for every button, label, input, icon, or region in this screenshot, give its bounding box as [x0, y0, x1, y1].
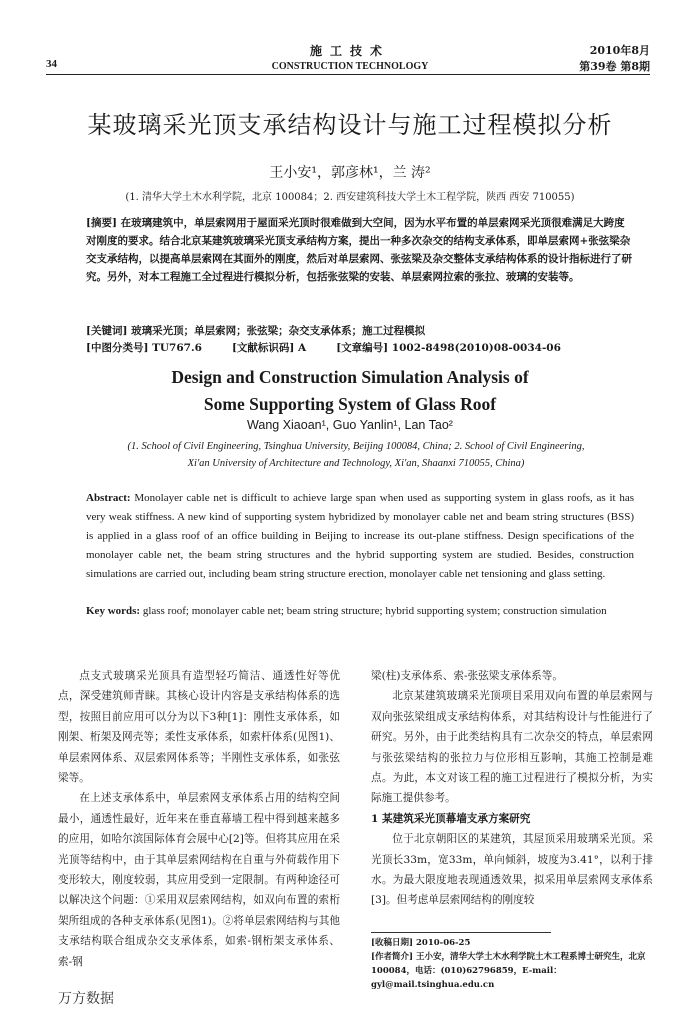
journal-name-en: CONSTRUCTION TECHNOLOGY	[271, 61, 429, 72]
author-bio: [作者简介] 王小安，清华大学土木水利学院土木工程系博士研究生，北京 100084，电话：(010)62796859，E-mail：gyl@mail.tsinghua.edu.cn	[371, 952, 646, 990]
body-paragraph: 梁(柱)支承体系、索-张弦梁支承体系等。	[371, 670, 563, 682]
footnote-rule	[371, 932, 551, 933]
classification-cn	[86, 339, 646, 357]
keywords-en	[86, 602, 634, 621]
clc-number: [中图分类号] TU767.6	[86, 342, 202, 354]
header-rule	[46, 74, 650, 75]
keywords-cn-label: [关键词]	[86, 325, 128, 337]
body-paragraph: 点支式玻璃采光顶具有造型轻巧简洁、通透性好等优点，深受建筑师青睐。其核心设计内容是支承结构体系的选型，按照目前应用可以分为以下3种[1]：刚性支承体系，如刚架、桁架及网壳等；柔性支承体系，如索杆体系(见图1)、单层索网体系、双层索网体系等；半刚性支承体系，如张弦梁等。	[58, 670, 340, 785]
abstract-cn	[86, 214, 632, 286]
document-code: [文献标识码] A	[231, 342, 307, 354]
body-column-left	[58, 666, 340, 972]
body-paragraph: 位于北京朝阳区的某建筑，其屋顶采用玻璃采光顶。采光顶长33m，宽33m，单向倾斜，坡度为3.41°，以利于排水。为最大限度地表现通透效果，拟采用单层索网支承体系[3]。但考虑单层索网结构的刚度较	[371, 833, 653, 907]
keywords-cn	[86, 322, 632, 340]
abstract-en-text: Monolayer cable net is difficult to achieve large span when used as supporting system in glass roofs, as it has very weak stiffness. A new kind of supporting system hybridized by monolayer cable net and beam string structures (BSS) is applied in a glass roof of an office building in Beijing to increase its out-plane stiffness. Design specifications of the monolayer cable net, the beam string structures and the hybrid supporting system are studied. Besides, construction simulations are carried out, including beam string structure erection, monolayer cable net tensioning and glass setting.	[86, 492, 635, 580]
authors-en: Wang Xiaoan¹, Guo Yanlin¹, Lan Tao²	[247, 418, 453, 432]
title-en-line2: Some Supporting System of Glass Roof	[203, 394, 497, 414]
title-en-line1: Design and Construction Simulation Analysis of	[171, 367, 529, 387]
affiliations-en	[96, 438, 616, 472]
body-paragraph: 北京某建筑玻璃采光顶项目采用双向布置的单层索网与双向张弦梁组成支承结构体系，对其结构设计与性能进行了研究。另外，由于此类结构具有二次杂交的特点，单层索网与张弦梁结构的张拉力与位形相互影响，其施工控制是难点。为此，本文对该工程的施工过程进行了模拟分析，为实际施工提供参考。	[371, 690, 653, 805]
abstract-cn-label: [摘要]	[86, 217, 117, 229]
page-number: 34	[46, 58, 57, 70]
abstract-en-label: Abstract:	[86, 492, 131, 504]
keywords-en-label: Key words:	[86, 605, 141, 617]
affiliations-cn: (1. 清华大学土木水利学院，北京 100084；2. 西安建筑科技大学土木工程学院，陕西 西安 710055)	[125, 192, 575, 203]
received-date: [收稿日期] 2010-06-25	[371, 938, 471, 948]
keywords-cn-text: 玻璃采光顶；单层索网；张弦梁；杂交支承体系；施工过程模拟	[131, 325, 426, 337]
abstract-cn-text: 在玻璃建筑中，单层索网用于屋面采光顶时很难做到大空间，因为水平布置的单层索网采光顶很难满足大跨度对刚度的要求。结合北京某建筑玻璃采光顶支承结构方案，提出一种多次杂交的结构支承体系，即单层索网+张弦梁杂交支承结构，以提高单层索网在其面外的刚度，然后对单层索网、张弦梁及杂交整体支承结构体系的设计指标进行了研究。另外，对本工程施工全过程进行模拟分析，包括张弦梁的安装、单层索网拉索的张拉、玻璃的安装等。	[86, 217, 632, 283]
journal-name-cn: 施工技术	[309, 44, 390, 58]
issue-date: 2010年8月	[589, 44, 650, 57]
affil-en-line1: (1. School of Civil Engineering, Tsinghua University, Beijing 100084, China; 2. School of Civil Engineering,	[127, 441, 585, 452]
volume-issue: 第39卷 第8期	[579, 60, 650, 73]
footnote	[371, 936, 653, 992]
body-paragraph: 在上述支承体系中，单层索网支承体系占用的结构空间最小，通透性最好，近年来在垂直幕墙工程中得到越来越多的应用，如哈尔滨国际体育会展中心[2]等。但将其应用在采光顶等结构中，由于其单层索网结构在自重与外荷载作用下变形较大，刚度较弱，其应用受到一定限制。有两种途径可以解决这个问题：①采用双层索网结构，如双向布置的索桁架所组成的各种支承体系(见图1)。②将单层索网结构与其他支承结构联合组成杂交支承体系，如索-钢桁架支承体系、索-钢	[58, 792, 340, 968]
abstract-en	[86, 489, 634, 584]
paper-title-cn: 某玻璃采光顶支承结构设计与施工过程模拟分析	[87, 111, 613, 139]
paper-title-en	[0, 364, 700, 418]
keywords-en-text: glass roof; monolayer cable net; beam string structure; hybrid supporting system; construction simulation	[142, 605, 607, 617]
watermark: 万方数据	[58, 991, 114, 1007]
body-column-right	[371, 666, 653, 911]
authors-cn: 王小安¹，郭彦林¹，兰 涛²	[269, 165, 431, 181]
section-heading: 1 某建筑采光顶幕墙支承方案研究	[371, 812, 531, 825]
article-number: [文章编号] 1002-8498(2010)08-0034-06	[336, 342, 561, 354]
affil-en-line2: Xi'an University of Architecture and Technology, Xi'an, Shaanxi 710055, China)	[187, 458, 525, 469]
